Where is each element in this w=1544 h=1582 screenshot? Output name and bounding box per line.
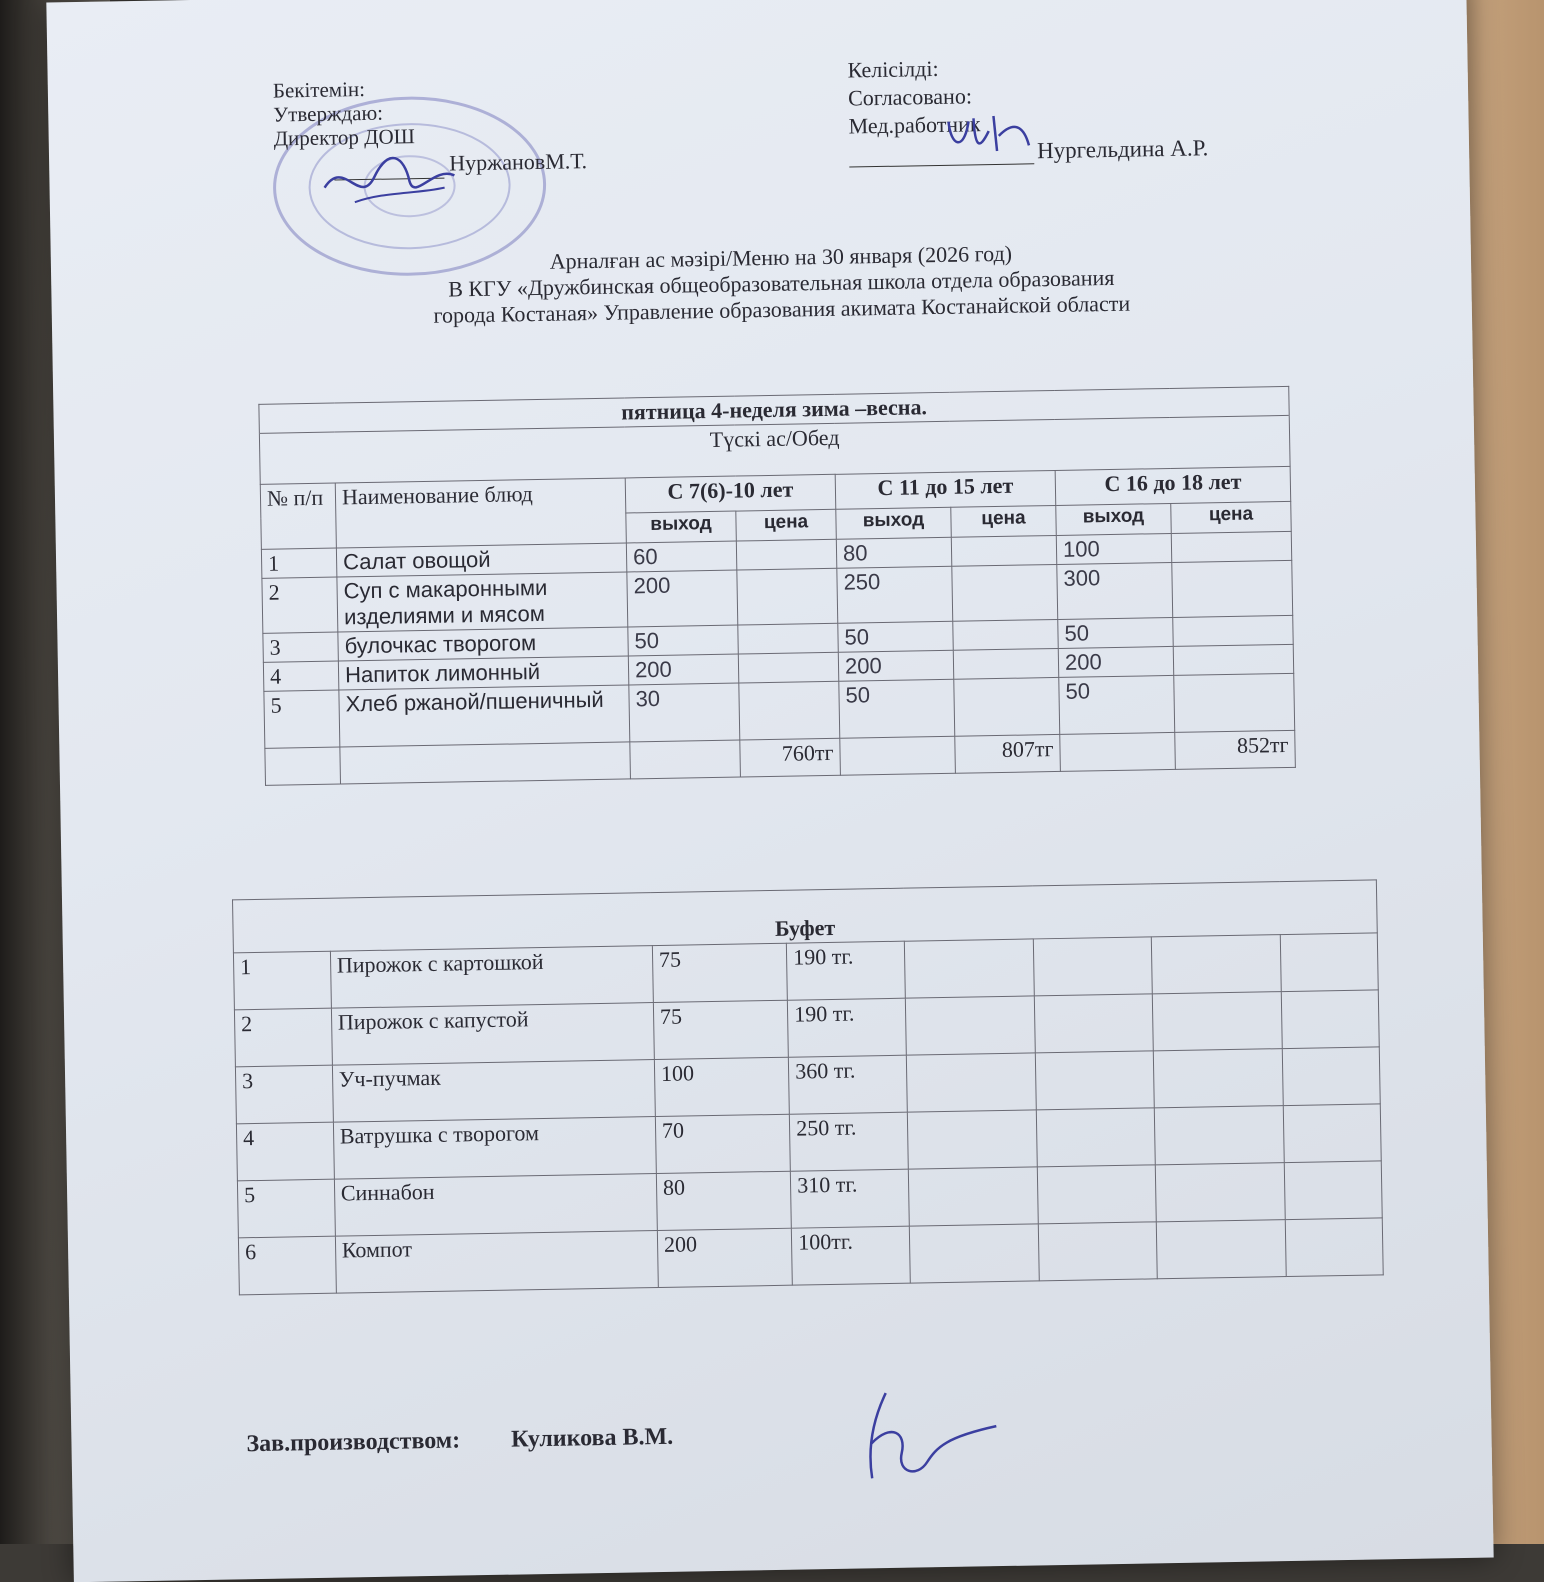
item-price: 250 тг.	[790, 1112, 909, 1171]
group-header-16-18: С 16 до 18 лет	[1055, 466, 1291, 505]
price-16-18	[1173, 644, 1294, 675]
production-head-signature	[846, 1381, 1008, 1494]
director-signature	[314, 145, 465, 218]
price-11-15	[953, 619, 1058, 650]
director-name: НуржановМ.Т.	[448, 148, 588, 176]
row-number: 1	[233, 951, 331, 1010]
approval-block	[272, 76, 588, 176]
output-11-15: 250	[837, 566, 953, 623]
row-number: 4	[236, 1122, 334, 1181]
item-name: Компот	[335, 1231, 658, 1294]
row-number: 5	[237, 1179, 335, 1238]
director-label: Директор ДОШ	[273, 124, 416, 151]
price-11-15	[954, 677, 1060, 736]
group-header-11-15: С 11 до 15 лет	[835, 470, 1056, 509]
price-11-15	[953, 648, 1058, 679]
dish-name: Суп с макаронными изделиями и мясом	[337, 572, 628, 632]
output-11-15: 50	[838, 621, 953, 652]
item-output: 100	[654, 1057, 789, 1116]
title-line-1: Арналған ас мәзірі/Меню на 30 января (2026 год)	[549, 240, 1013, 274]
output-16-18: 50	[1058, 617, 1173, 648]
item-output: 75	[653, 1000, 788, 1059]
item-output: 70	[655, 1114, 790, 1173]
price-16-18	[1171, 531, 1292, 562]
buffet-table	[232, 879, 1384, 1295]
sub-header-output: выход	[836, 507, 952, 539]
title-line-2: В КГУ «Дружбинская общеобразовательная школа отдела образования	[448, 264, 1115, 302]
item-price: 310 тг.	[791, 1169, 910, 1228]
col-number-header: № п/п	[260, 483, 336, 549]
item-output: 80	[656, 1171, 791, 1230]
item-price: 360 тг.	[789, 1055, 908, 1114]
total-16-18: 852тг	[1175, 730, 1296, 769]
item-price: 100тг.	[792, 1226, 911, 1285]
row-number: 5	[264, 690, 340, 748]
dish-name: Хлеб ржаной/пшеничный	[339, 685, 630, 747]
output-11-15: 50	[839, 679, 955, 738]
lunch-table	[258, 386, 1296, 786]
medic-signature	[938, 105, 1039, 167]
buffet-header: Буфет	[233, 880, 1378, 953]
price-7-10	[737, 568, 838, 625]
row-number: 3	[263, 632, 338, 662]
output-7-10: 200	[627, 570, 738, 627]
agree-kz-label: Келісілді:	[847, 55, 939, 83]
output-7-10: 50	[628, 625, 738, 656]
output-11-15: 200	[838, 650, 953, 681]
output-7-10: 30	[629, 683, 740, 742]
output-11-15: 80	[836, 537, 951, 568]
price-16-18	[1172, 560, 1293, 617]
item-output: 200	[657, 1228, 792, 1287]
row-number: 6	[238, 1236, 336, 1295]
price-7-10	[738, 623, 838, 654]
output-16-18: 50	[1059, 675, 1175, 734]
output-7-10: 60	[626, 541, 736, 572]
sub-header-output: выход	[626, 511, 737, 543]
sub-header-price: цена	[951, 505, 1057, 537]
sub-header-output: выход	[1056, 503, 1172, 535]
sub-header-price: цена	[1171, 501, 1292, 533]
item-name: Уч-пучмак	[332, 1060, 655, 1123]
dish-name: Салат овощой	[336, 543, 626, 577]
row-number: 1	[261, 548, 336, 578]
output-16-18: 200	[1058, 646, 1173, 677]
price-7-10	[736, 539, 836, 570]
footer-signature-block	[246, 1424, 673, 1458]
row-number: 4	[263, 661, 338, 691]
week-header: пятница 4-неделя зима –весна.	[259, 386, 1289, 433]
price-11-15	[952, 564, 1058, 621]
row-number: 2	[262, 577, 338, 633]
item-output: 75	[652, 943, 787, 1002]
group-header-7-10: С 7(6)-10 лет	[625, 474, 836, 513]
price-7-10	[738, 652, 838, 683]
row-number: 3	[235, 1065, 333, 1124]
total-7-10: 760тг	[740, 738, 841, 777]
total-11-15: 807тг	[955, 734, 1061, 773]
sub-header-price: цена	[736, 509, 837, 541]
document-title	[281, 236, 1282, 331]
production-head-name: Куликова В.М.	[510, 1423, 674, 1453]
item-name: Ватрушка с творогом	[333, 1117, 656, 1180]
document-page	[46, 0, 1493, 1582]
meal-header: Түскі ас/Обед	[259, 415, 1290, 484]
col-dish-header: Наименование блюд	[335, 478, 626, 548]
dish-name: булочкас творогом	[338, 627, 628, 661]
title-line-3: города Костаная» Управление образования акимата Костанайской области	[433, 290, 1131, 328]
row-number: 2	[234, 1008, 332, 1067]
medic-label: Мед.работник	[848, 111, 981, 139]
item-name: Пирожок с капустой	[331, 1003, 654, 1066]
production-head-label: Зав.производством:	[246, 1427, 461, 1458]
item-name: Пирожок с картошкой	[330, 946, 653, 1009]
output-16-18: 300	[1057, 562, 1173, 619]
agree-ru-label: Согласовано:	[847, 83, 973, 111]
price-16-18	[1173, 615, 1294, 646]
item-name: Синнабон	[334, 1174, 657, 1237]
price-7-10	[739, 681, 840, 740]
item-price: 190 тг.	[787, 941, 906, 1000]
output-16-18: 100	[1056, 533, 1171, 564]
approve-ru-label: Утверждаю:	[273, 100, 384, 127]
output-7-10: 200	[628, 654, 738, 685]
dish-name: Напиток лимонный	[338, 656, 628, 690]
price-16-18	[1174, 673, 1295, 732]
item-price: 190 тг.	[788, 998, 907, 1057]
price-11-15	[951, 535, 1056, 566]
medic-name: Нургельдина А.Р.	[1036, 135, 1209, 164]
approve-kz-label: Бекітемін:	[272, 76, 366, 103]
